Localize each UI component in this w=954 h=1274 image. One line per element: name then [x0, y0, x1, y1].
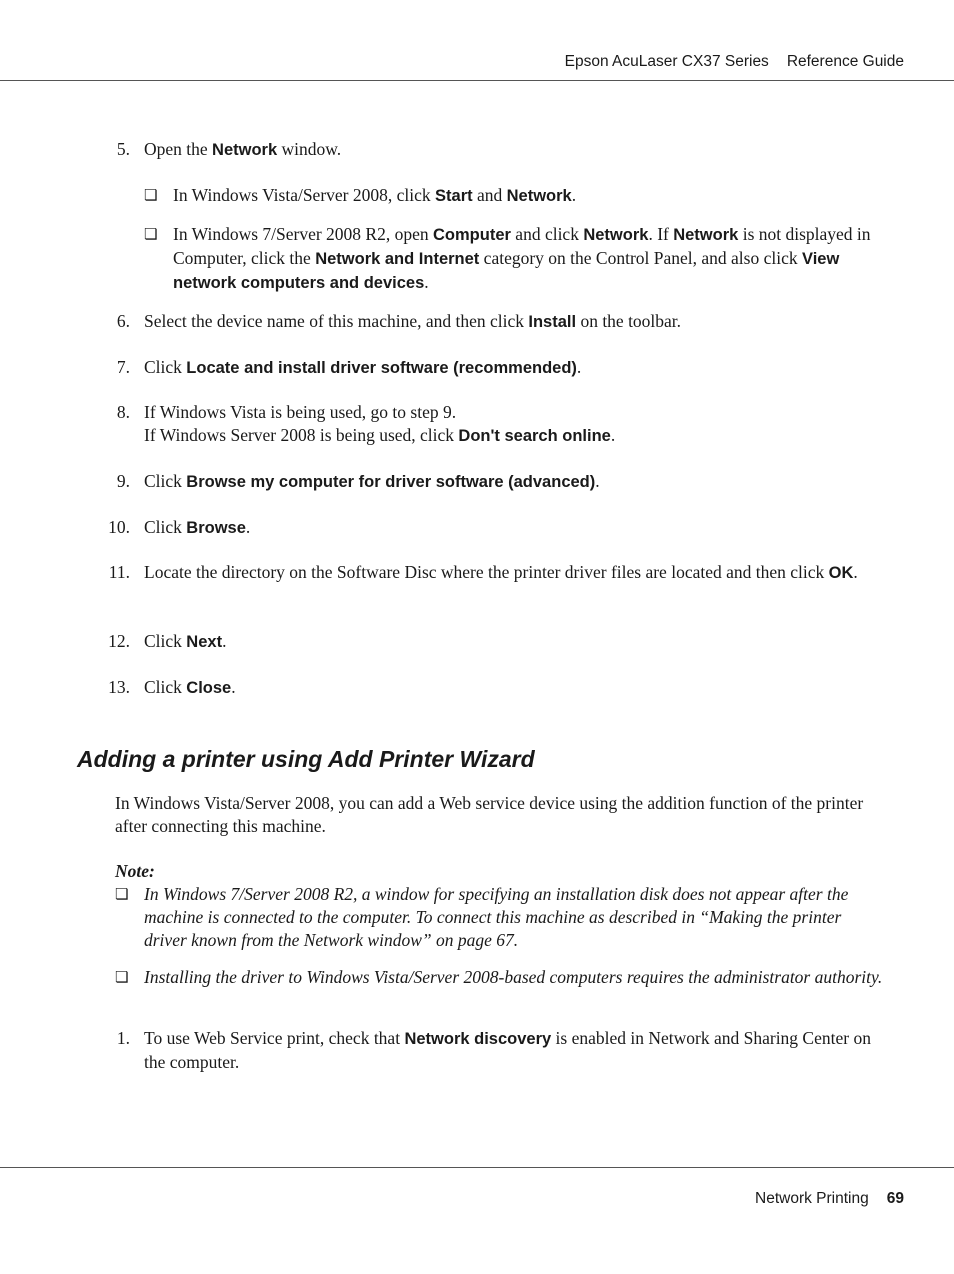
- header-rule: [0, 80, 954, 81]
- guide-name: Reference Guide: [786, 53, 904, 70]
- checkbox-bullet-icon: ❏: [144, 186, 158, 204]
- ui-term: Network: [506, 187, 572, 205]
- footer-section: Network Printing: [755, 1190, 869, 1207]
- product-name: Epson AcuLaser CX37 Series: [564, 53, 769, 70]
- page-number: 69: [886, 1190, 904, 1207]
- step-text: .: [222, 631, 227, 651]
- step-number: 7.: [116, 357, 130, 377]
- bullet-text: In Windows 7/Server 2008 R2, open: [173, 224, 433, 244]
- step-number: 11.: [108, 562, 130, 582]
- step-text: window.: [277, 139, 342, 159]
- step-6: [116, 310, 884, 334]
- step-text: If Windows Server 2008 is being used, click: [144, 425, 459, 445]
- checkbox-bullet-icon: ❏: [115, 885, 129, 903]
- note-text: Installing the driver to Windows Vista/Server 2008-based computers requires the administrator authority.: [144, 967, 883, 987]
- bullet-text: . If: [648, 224, 674, 244]
- step-text: Open the: [144, 139, 213, 159]
- step-text: .: [576, 357, 582, 377]
- ui-term: Browse my computer for driver software (advanced): [186, 473, 596, 491]
- step-text: .: [595, 471, 600, 491]
- step-number: 8.: [116, 402, 130, 422]
- ui-term: Close: [186, 679, 232, 697]
- step-text: Click: [144, 357, 187, 377]
- step-number: 5.: [116, 139, 130, 159]
- bullet-text: and click: [510, 224, 584, 244]
- step-text: To use Web Service print, check that: [144, 1028, 405, 1048]
- bullet-text: is not displayed in Computer, click the: [173, 224, 871, 268]
- step-text: .: [853, 562, 858, 582]
- ui-term: Network and Internet: [315, 250, 480, 268]
- page-header: [565, 50, 904, 73]
- bullet-text: and: [472, 185, 507, 205]
- step-10: [108, 516, 884, 540]
- step-text: Click: [144, 677, 187, 697]
- checkbox-bullet-icon: ❏: [144, 225, 158, 243]
- ui-term: Network: [212, 141, 278, 159]
- step-text: on the toolbar.: [576, 311, 682, 331]
- note-item-1: [115, 883, 884, 952]
- step-5: [116, 138, 884, 162]
- note-label: Note:: [115, 861, 155, 881]
- page-footer: [755, 1187, 904, 1210]
- step-9: [116, 470, 884, 494]
- ui-term: View network computers and devices: [173, 250, 840, 292]
- step-text: Locate the directory on the Software Disc where the printer driver files are located and then click: [144, 562, 829, 582]
- ui-term: Network: [673, 226, 739, 244]
- intro-paragraph: In Windows Vista/Server 2008, you can add a Web service device using the addition function of the printer after connecting this machine.: [115, 793, 864, 836]
- ui-term: Don't search online: [458, 427, 611, 445]
- note-text: In Windows 7/Server 2008 R2, a window for specifying an installation disk does not appear after the machine is connected to the computer. To connect this machine as described in “Making the printer driver known from the Network window” on page 67.: [144, 884, 849, 950]
- checkbox-bullet-icon: ❏: [115, 968, 129, 986]
- ui-term: Network discovery: [404, 1030, 552, 1048]
- step-1: [116, 1027, 884, 1074]
- step-number: 6.: [116, 311, 130, 331]
- step-text: is enabled in Network and Sharing Center on the computer.: [144, 1028, 871, 1072]
- bullet-win7: [144, 223, 885, 295]
- step-text: If Windows Vista is being used, go to step 9.: [144, 402, 457, 422]
- bullet-text: .: [424, 272, 429, 292]
- bullet-text: .: [571, 185, 577, 205]
- step-text: .: [245, 517, 251, 537]
- step-13: [108, 676, 884, 700]
- step-number: 1.: [116, 1028, 130, 1048]
- step-text: Click: [144, 517, 187, 537]
- step-text: Click: [144, 631, 187, 651]
- step-8: [116, 401, 884, 448]
- step-number: 10.: [108, 517, 130, 537]
- step-12: [108, 630, 884, 654]
- step-text: Click: [144, 471, 187, 491]
- step-text: .: [610, 425, 616, 445]
- ui-term: Next: [186, 633, 223, 651]
- ui-term: Install: [528, 313, 577, 331]
- bullet-vista: [144, 184, 885, 208]
- ui-term: Computer: [433, 226, 511, 244]
- ui-term: Start: [435, 187, 473, 205]
- bullet-text: In Windows Vista/Server 2008, click: [173, 185, 436, 205]
- ui-term: OK: [828, 564, 854, 582]
- ui-term: Locate and install driver software (recommended): [186, 359, 577, 377]
- note-item-2: [115, 966, 884, 989]
- ui-term: Network: [583, 226, 649, 244]
- step-text: .: [231, 677, 236, 697]
- bullet-text: category on the Control Panel, and also click: [479, 248, 802, 268]
- footer-rule: [0, 1167, 954, 1168]
- step-7: [116, 356, 884, 380]
- step-11: [108, 561, 884, 585]
- section-heading: Adding a printer using Add Printer Wizard: [77, 746, 535, 772]
- step-number: 13.: [108, 677, 130, 697]
- step-number: 12.: [108, 631, 130, 651]
- step-text: Select the device name of this machine, and then click: [144, 311, 529, 331]
- ui-term: Browse: [186, 519, 246, 537]
- step-number: 9.: [116, 471, 130, 491]
